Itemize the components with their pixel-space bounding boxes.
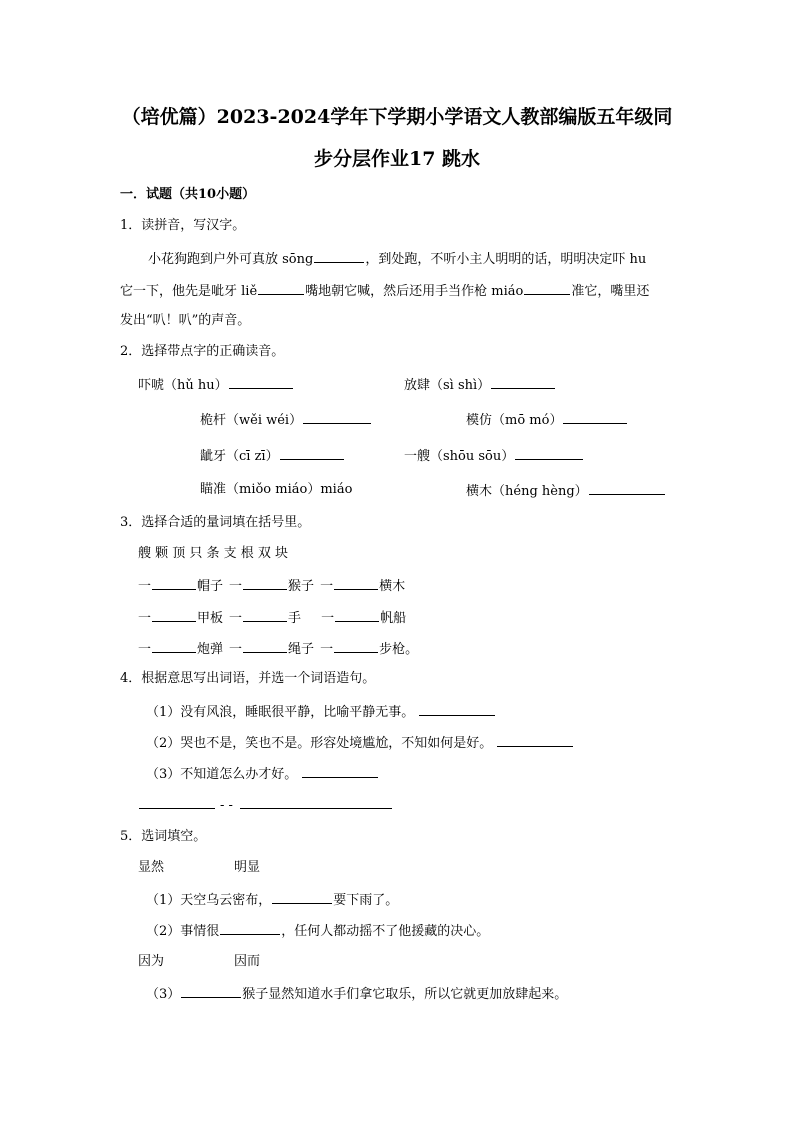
q5-sub-1-text-b: 要下雨了。 [333, 893, 399, 908]
q1-stem: 1．读拼音，写汉字。 [120, 218, 246, 233]
q3-noun: 炮弹 [197, 642, 224, 657]
q3-blank[interactable] [152, 576, 196, 590]
q4-word-blank[interactable] [139, 795, 215, 809]
q5-sub-3-text-a: （3） [146, 987, 181, 1002]
q4-sub-1 [146, 702, 496, 722]
q3-blank[interactable] [334, 576, 378, 590]
q2-item-1-text: 吓唬（hǔ hu） [138, 378, 228, 393]
q3-yi: 一 [138, 579, 152, 594]
q5-blank-3[interactable] [181, 984, 241, 998]
q3-blank[interactable] [243, 576, 287, 590]
q5-sub-1-text-a: （1）天空乌云密布， [146, 893, 272, 908]
q3-blank[interactable] [152, 639, 196, 653]
q2-item-8 [466, 481, 666, 501]
page-title-line-2: 步分层作业17 跳水 [313, 148, 481, 170]
q1-text-e: 准它，嘴里还 [571, 284, 650, 299]
q2-blank-3[interactable] [303, 410, 371, 424]
q3-noun: 步枪。 [379, 642, 419, 657]
q3-noun: 甲板 [197, 611, 224, 626]
q5-sub-3 [146, 984, 567, 1004]
q3-row-3 [138, 639, 418, 659]
q3-noun: 猴子 [288, 579, 315, 594]
q2-item-8-text: 横木（héng hèng） [466, 484, 588, 499]
q3-noun: 横木 [379, 579, 406, 594]
q2-item-5 [200, 446, 345, 466]
q2-stem: 2．选择带点字的正确读音。 [120, 344, 285, 359]
q3-yi: 一 [229, 611, 243, 626]
q5-word-2: 明显 [234, 860, 261, 875]
q4-blank-1[interactable] [419, 702, 495, 716]
q4-sentence-line [138, 795, 393, 815]
q2-item-4 [466, 410, 628, 430]
q3-yi: 一 [229, 579, 243, 594]
q2-item-3-text: 桅杆（wěi wéi） [200, 413, 303, 428]
q2-item-6-text: 一艘（shōu sōu） [404, 449, 515, 464]
q5-blank-2[interactable] [220, 921, 280, 935]
q1-line-1 [148, 249, 646, 269]
q4-sub-3 [146, 764, 379, 784]
q4-sub-1-text: （1）没有风浪，睡眠很平静，比喻平静无事。 [146, 705, 415, 720]
q1-blank-2[interactable] [258, 281, 304, 295]
q2-item-1 [138, 375, 294, 395]
q1-text-c: 它一下，他先是呲牙 liě [120, 284, 258, 299]
q5-word-1: 显然 [138, 860, 165, 875]
q3-blank[interactable] [334, 639, 378, 653]
q2-blank-4[interactable] [563, 410, 627, 424]
q3-yi: 一 [138, 611, 152, 626]
q2-item-2-text: 放肆（sì shì） [404, 378, 491, 393]
q2-item-2 [404, 375, 556, 395]
q3-blank[interactable] [152, 608, 196, 622]
q3-row-1 [138, 576, 405, 596]
q3-yi: 一 [138, 642, 152, 657]
q5-sub-2 [146, 921, 489, 941]
q3-blank[interactable] [243, 639, 287, 653]
q3-noun: 帆船 [380, 611, 407, 626]
q1-text-a: 小花狗跑到户外可真放 sōng [148, 252, 314, 267]
q2-blank-6[interactable] [515, 446, 583, 460]
q3-noun: 帽子 [197, 579, 224, 594]
q1-line-2 [120, 281, 649, 301]
q5-sub-1 [146, 890, 398, 910]
q1-line-3: 发出“叭！叭”的声音。 [120, 313, 251, 328]
q2-item-5-text: 龇牙（cī zī） [200, 449, 279, 464]
q3-row-2 [138, 608, 406, 628]
q1-blank-3[interactable] [524, 281, 570, 295]
q5-word-3: 因为 [138, 954, 165, 969]
q2-item-4-text: 模仿（mō mó） [466, 413, 563, 428]
q5-sub-3-text-b: 猴子显然知道水手们拿它取乐，所以它就更加放肆起来。 [242, 987, 568, 1002]
q2-blank-5[interactable] [280, 446, 344, 460]
q4-sub-2 [146, 733, 574, 753]
q3-noun: 手 [288, 611, 302, 626]
q3-yi: 一 [320, 579, 334, 594]
q4-dash: - - [220, 798, 233, 813]
q3-yi: 一 [320, 642, 334, 657]
q5-sub-2-text-b: ，任何人都动摇不了他援藏的决心。 [281, 924, 490, 939]
q4-blank-3[interactable] [302, 764, 378, 778]
q3-yi: 一 [229, 642, 243, 657]
q4-sub-2-text: （2）哭也不是，笑也不是。形容处境尴尬，不知如何是好。 [146, 736, 493, 751]
q5-stem: 5．选词填空。 [120, 829, 207, 844]
q3-blank[interactable] [243, 608, 287, 622]
q4-blank-2[interactable] [497, 733, 573, 747]
q4-stem: 4．根据意思写出词语，并选一个词语造句。 [120, 671, 376, 686]
q5-sub-2-text-a: （2）事情很 [146, 924, 220, 939]
page-title-line-1: （培优篇）2023-2024学年下学期小学语文人教部编版五年级同 [121, 106, 673, 128]
q2-blank-8[interactable] [589, 481, 665, 495]
q2-blank-2[interactable] [491, 375, 555, 389]
q1-text-d: 嘴地朝它喊，然后还用手当作枪 miáo [305, 284, 524, 299]
q2-item-3 [200, 410, 372, 430]
q3-noun: 绳子 [288, 642, 315, 657]
q1-blank-1[interactable] [314, 249, 364, 263]
q3-yi: 一 [321, 611, 335, 626]
q2-item-6 [404, 446, 584, 466]
q4-sub-3-text: （3）不知道怎么办才好。 [146, 767, 298, 782]
q3-blank[interactable] [335, 608, 379, 622]
q2-item-7: 瞄准（miǒo miáo）miáo [200, 482, 353, 497]
q1-text-b: ，到处跑，不听小主人明明的话，明明决定吓 hu [365, 252, 647, 267]
q2-blank-1[interactable] [229, 375, 293, 389]
q5-blank-1[interactable] [272, 890, 332, 904]
section-heading: 一．试题（共10小题） [120, 187, 256, 202]
q3-stem: 3．选择合适的量词填在括号里。 [120, 515, 311, 530]
q3-word-bank: 艘 颗 顶 只 条 支 根 双 块 [138, 546, 289, 561]
q4-sentence-blank[interactable] [240, 795, 392, 809]
q5-word-4: 因而 [234, 954, 261, 969]
